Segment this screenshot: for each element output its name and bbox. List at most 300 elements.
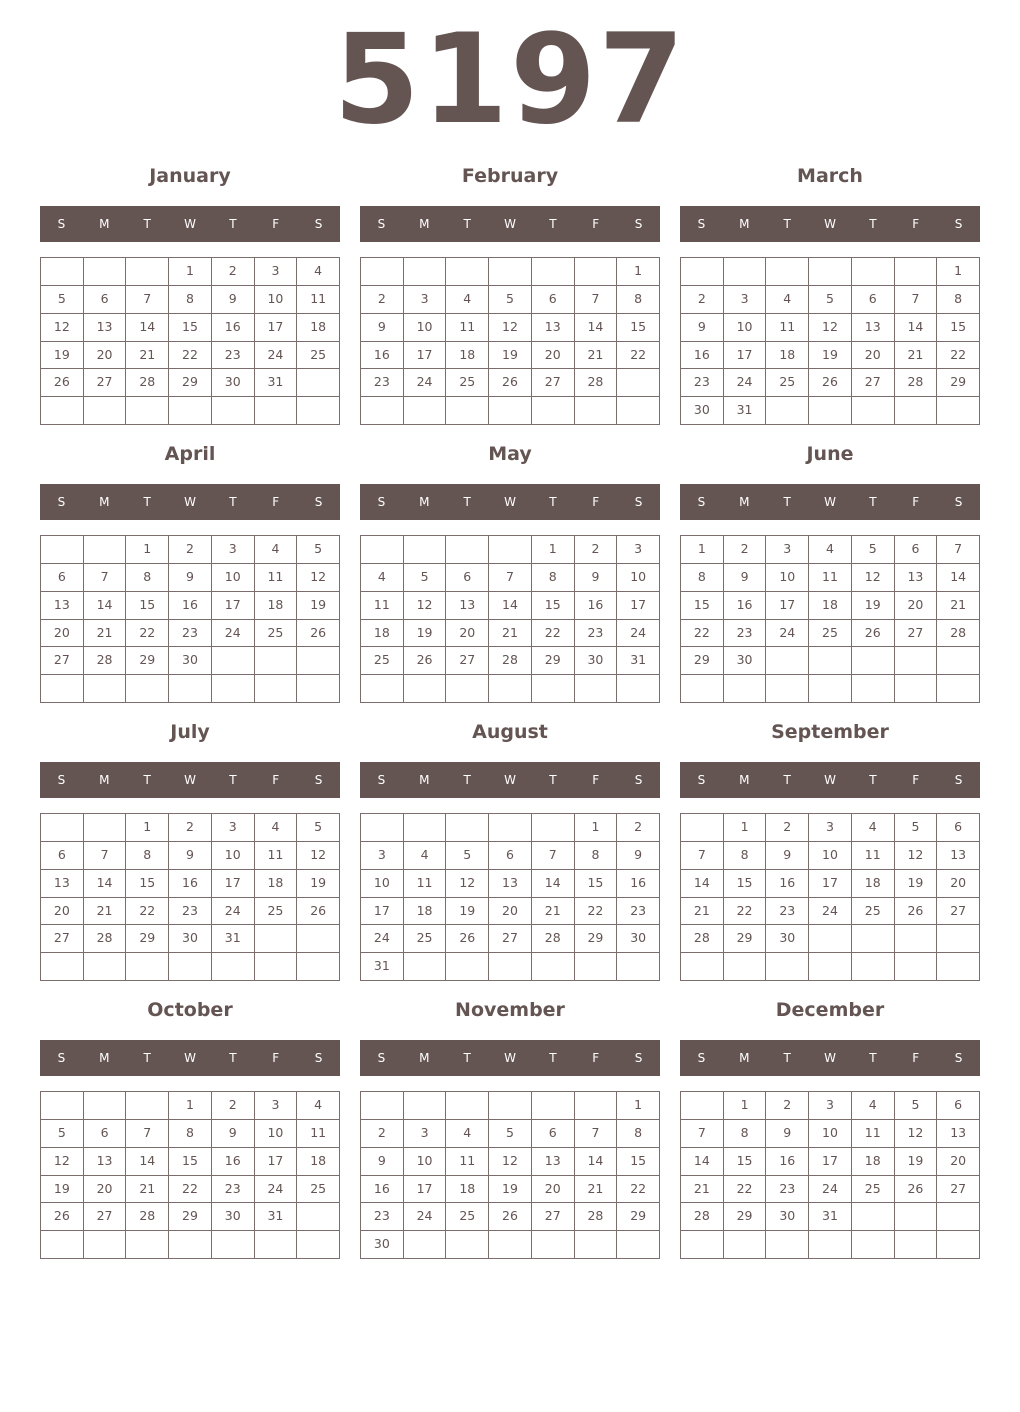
- day-cell: 1: [617, 258, 660, 286]
- day-cell: 14: [84, 870, 127, 898]
- day-cell: 11: [766, 314, 809, 342]
- day-cell: 26: [41, 1203, 84, 1231]
- empty-day-cell: [84, 536, 127, 564]
- day-cell: 28: [575, 1203, 618, 1231]
- empty-day-cell: [255, 953, 298, 981]
- day-cell: 1: [126, 814, 169, 842]
- day-cell: 29: [532, 647, 575, 675]
- weekday-label: T: [143, 773, 151, 787]
- day-cell: 5: [895, 1092, 938, 1120]
- empty-day-cell: [681, 675, 724, 703]
- day-cell: 13: [852, 314, 895, 342]
- empty-day-cell: [361, 814, 404, 842]
- day-cell: 1: [126, 536, 169, 564]
- day-cell: 10: [361, 870, 404, 898]
- day-cell: 10: [809, 1120, 852, 1148]
- empty-day-cell: [895, 397, 938, 425]
- day-cell: 5: [41, 1120, 84, 1148]
- day-cell: 4: [255, 814, 298, 842]
- day-cell: 25: [297, 342, 340, 370]
- day-cell: 1: [575, 814, 618, 842]
- day-cell: 15: [169, 1148, 212, 1176]
- day-cell: 9: [212, 286, 255, 314]
- empty-day-cell: [255, 925, 298, 953]
- day-cell: 19: [446, 898, 489, 926]
- weekday-label: T: [783, 1051, 791, 1065]
- day-cell: 8: [126, 564, 169, 592]
- day-cell: 30: [766, 1203, 809, 1231]
- day-cell: 20: [532, 342, 575, 370]
- day-cell: 3: [809, 1092, 852, 1120]
- day-cell: 15: [617, 314, 660, 342]
- day-cell: 10: [255, 286, 298, 314]
- day-cell: 20: [41, 620, 84, 648]
- day-cell: 15: [724, 1148, 767, 1176]
- weekday-header: [40, 1040, 340, 1076]
- day-cell: 18: [297, 314, 340, 342]
- day-cell: 4: [852, 814, 895, 842]
- day-cell: 19: [852, 592, 895, 620]
- empty-day-cell: [937, 675, 980, 703]
- weekday-label: F: [912, 1051, 920, 1065]
- weekday-label: F: [272, 495, 280, 509]
- empty-day-cell: [895, 925, 938, 953]
- day-cell: 7: [937, 536, 980, 564]
- empty-day-cell: [489, 258, 532, 286]
- day-grid: [40, 535, 340, 703]
- empty-day-cell: [766, 397, 809, 425]
- day-cell: 23: [361, 369, 404, 397]
- day-cell: 17: [361, 898, 404, 926]
- month-name: July: [170, 721, 210, 743]
- day-cell: 22: [681, 620, 724, 648]
- day-cell: 9: [361, 314, 404, 342]
- empty-day-cell: [681, 1231, 724, 1259]
- empty-day-cell: [169, 397, 212, 425]
- weekday-label: T: [869, 1051, 877, 1065]
- weekday-label: F: [912, 773, 920, 787]
- empty-day-cell: [809, 647, 852, 675]
- day-cell: 14: [532, 870, 575, 898]
- day-cell: 21: [681, 1176, 724, 1204]
- day-cell: 9: [169, 842, 212, 870]
- day-cell: 25: [809, 620, 852, 648]
- weekday-label: F: [592, 1051, 600, 1065]
- month-name: June: [806, 443, 854, 465]
- day-cell: 4: [766, 286, 809, 314]
- empty-day-cell: [297, 953, 340, 981]
- day-cell: 19: [895, 870, 938, 898]
- day-cell: 19: [489, 342, 532, 370]
- empty-day-cell: [575, 675, 618, 703]
- weekday-label: M: [739, 217, 750, 231]
- day-cell: 28: [937, 620, 980, 648]
- empty-day-cell: [41, 953, 84, 981]
- empty-day-cell: [852, 925, 895, 953]
- day-cell: 8: [724, 1120, 767, 1148]
- day-cell: 14: [126, 314, 169, 342]
- empty-day-cell: [489, 814, 532, 842]
- day-cell: 23: [766, 898, 809, 926]
- day-cell: 12: [489, 314, 532, 342]
- weekday-label: M: [739, 495, 750, 509]
- weekday-header: [680, 484, 980, 520]
- day-cell: 7: [575, 1120, 618, 1148]
- weekday-label: W: [504, 495, 516, 509]
- weekday-label: S: [697, 495, 706, 509]
- day-cell: 3: [255, 1092, 298, 1120]
- day-cell: 8: [532, 564, 575, 592]
- day-cell: 9: [575, 564, 618, 592]
- day-cell: 1: [169, 1092, 212, 1120]
- empty-day-cell: [852, 675, 895, 703]
- day-cell: 3: [255, 258, 298, 286]
- day-cell: 21: [84, 620, 127, 648]
- empty-day-cell: [41, 814, 84, 842]
- weekday-label: S: [697, 1051, 706, 1065]
- empty-day-cell: [489, 675, 532, 703]
- weekday-label: T: [143, 217, 151, 231]
- day-grid: [680, 257, 980, 425]
- weekday-label: M: [99, 773, 110, 787]
- day-cell: 12: [404, 592, 447, 620]
- weekday-label: S: [954, 217, 963, 231]
- day-cell: 11: [446, 314, 489, 342]
- month-name: April: [164, 443, 216, 465]
- day-cell: 1: [937, 258, 980, 286]
- day-cell: 18: [255, 592, 298, 620]
- day-cell: 25: [255, 620, 298, 648]
- day-cell: 19: [297, 592, 340, 620]
- day-cell: 27: [937, 1176, 980, 1204]
- empty-day-cell: [446, 258, 489, 286]
- empty-day-cell: [169, 1231, 212, 1259]
- empty-day-cell: [809, 1231, 852, 1259]
- day-grid: [680, 813, 980, 981]
- day-cell: 7: [895, 286, 938, 314]
- weekday-label: F: [272, 217, 280, 231]
- day-cell: 20: [41, 898, 84, 926]
- empty-day-cell: [617, 953, 660, 981]
- weekday-label: T: [783, 495, 791, 509]
- day-cell: 29: [169, 369, 212, 397]
- day-cell: 8: [126, 842, 169, 870]
- empty-day-cell: [766, 675, 809, 703]
- weekday-label: S: [377, 1051, 386, 1065]
- empty-day-cell: [404, 1092, 447, 1120]
- weekday-label: T: [549, 217, 557, 231]
- empty-day-cell: [41, 675, 84, 703]
- day-cell: 21: [532, 898, 575, 926]
- day-cell: 14: [895, 314, 938, 342]
- day-cell: 13: [937, 1120, 980, 1148]
- empty-day-cell: [297, 675, 340, 703]
- day-cell: 17: [255, 314, 298, 342]
- empty-day-cell: [297, 369, 340, 397]
- day-cell: 28: [681, 1203, 724, 1231]
- day-cell: 27: [895, 620, 938, 648]
- day-cell: 25: [446, 369, 489, 397]
- empty-day-cell: [84, 1092, 127, 1120]
- day-cell: 8: [724, 842, 767, 870]
- empty-day-cell: [937, 925, 980, 953]
- empty-day-cell: [212, 1231, 255, 1259]
- empty-day-cell: [169, 675, 212, 703]
- weekday-label: S: [954, 1051, 963, 1065]
- day-cell: 17: [255, 1148, 298, 1176]
- month-name: December: [775, 999, 885, 1021]
- empty-day-cell: [297, 1231, 340, 1259]
- weekday-label: T: [549, 495, 557, 509]
- weekday-label: F: [912, 495, 920, 509]
- day-cell: 28: [489, 647, 532, 675]
- weekday-label: S: [634, 1051, 643, 1065]
- day-cell: 12: [41, 314, 84, 342]
- day-cell: 9: [766, 1120, 809, 1148]
- day-cell: 29: [126, 647, 169, 675]
- day-cell: 14: [937, 564, 980, 592]
- empty-day-cell: [404, 814, 447, 842]
- empty-day-cell: [852, 1203, 895, 1231]
- day-cell: 25: [766, 369, 809, 397]
- day-cell: 14: [489, 592, 532, 620]
- day-cell: 20: [852, 342, 895, 370]
- day-cell: 13: [446, 592, 489, 620]
- day-cell: 20: [937, 870, 980, 898]
- day-cell: 25: [297, 1176, 340, 1204]
- empty-day-cell: [617, 1231, 660, 1259]
- day-cell: 9: [361, 1148, 404, 1176]
- empty-day-cell: [446, 397, 489, 425]
- day-cell: 3: [404, 286, 447, 314]
- day-cell: 21: [84, 898, 127, 926]
- day-cell: 28: [575, 369, 618, 397]
- weekday-label: S: [634, 217, 643, 231]
- weekday-label: S: [57, 1051, 66, 1065]
- day-cell: 8: [617, 286, 660, 314]
- day-cell: 12: [895, 1120, 938, 1148]
- weekday-label: S: [954, 773, 963, 787]
- day-cell: 23: [169, 620, 212, 648]
- empty-day-cell: [255, 647, 298, 675]
- weekday-label: M: [739, 1051, 750, 1065]
- day-cell: 18: [852, 1148, 895, 1176]
- empty-day-cell: [297, 1203, 340, 1231]
- empty-day-cell: [297, 647, 340, 675]
- empty-day-cell: [575, 1231, 618, 1259]
- weekday-label: M: [419, 1051, 430, 1065]
- empty-day-cell: [617, 675, 660, 703]
- empty-day-cell: [532, 397, 575, 425]
- weekday-label: S: [314, 773, 323, 787]
- weekday-label: T: [463, 773, 471, 787]
- empty-day-cell: [84, 1231, 127, 1259]
- empty-day-cell: [937, 1203, 980, 1231]
- day-cell: 11: [255, 564, 298, 592]
- empty-day-cell: [489, 953, 532, 981]
- day-cell: 12: [809, 314, 852, 342]
- empty-day-cell: [532, 1092, 575, 1120]
- day-cell: 27: [937, 898, 980, 926]
- empty-day-cell: [212, 647, 255, 675]
- weekday-label: M: [739, 773, 750, 787]
- day-cell: 14: [575, 314, 618, 342]
- day-cell: 10: [617, 564, 660, 592]
- day-cell: 29: [681, 647, 724, 675]
- day-cell: 28: [126, 369, 169, 397]
- day-cell: 4: [361, 564, 404, 592]
- day-cell: 11: [361, 592, 404, 620]
- month-name: September: [771, 721, 889, 743]
- day-cell: 3: [617, 536, 660, 564]
- day-cell: 13: [84, 1148, 127, 1176]
- weekday-label: F: [272, 1051, 280, 1065]
- day-cell: 17: [404, 342, 447, 370]
- empty-day-cell: [617, 369, 660, 397]
- day-cell: 22: [126, 898, 169, 926]
- day-cell: 10: [809, 842, 852, 870]
- day-cell: 24: [404, 369, 447, 397]
- day-cell: 3: [766, 536, 809, 564]
- day-cell: 8: [169, 1120, 212, 1148]
- weekday-label: T: [143, 1051, 151, 1065]
- day-cell: 31: [617, 647, 660, 675]
- day-cell: 14: [681, 870, 724, 898]
- day-cell: 7: [126, 286, 169, 314]
- day-cell: 26: [404, 647, 447, 675]
- empty-day-cell: [532, 258, 575, 286]
- day-cell: 27: [84, 1203, 127, 1231]
- day-cell: 10: [404, 314, 447, 342]
- day-cell: 12: [41, 1148, 84, 1176]
- day-cell: 20: [895, 592, 938, 620]
- day-cell: 18: [852, 870, 895, 898]
- day-cell: 29: [169, 1203, 212, 1231]
- day-cell: 20: [84, 1176, 127, 1204]
- day-cell: 27: [41, 925, 84, 953]
- day-cell: 18: [297, 1148, 340, 1176]
- day-cell: 15: [532, 592, 575, 620]
- day-cell: 26: [297, 620, 340, 648]
- day-cell: 2: [617, 814, 660, 842]
- weekday-header: [680, 762, 980, 798]
- day-cell: 16: [766, 1148, 809, 1176]
- empty-day-cell: [446, 814, 489, 842]
- empty-day-cell: [681, 953, 724, 981]
- day-cell: 15: [724, 870, 767, 898]
- day-cell: 24: [361, 925, 404, 953]
- day-cell: 6: [852, 286, 895, 314]
- day-cell: 21: [126, 342, 169, 370]
- empty-day-cell: [852, 953, 895, 981]
- empty-day-cell: [126, 1231, 169, 1259]
- day-cell: 20: [84, 342, 127, 370]
- empty-day-cell: [84, 675, 127, 703]
- day-cell: 10: [766, 564, 809, 592]
- day-cell: 16: [212, 314, 255, 342]
- day-cell: 4: [297, 258, 340, 286]
- day-cell: 26: [895, 1176, 938, 1204]
- day-cell: 9: [766, 842, 809, 870]
- day-cell: 18: [446, 342, 489, 370]
- day-cell: 4: [446, 286, 489, 314]
- day-cell: 27: [84, 369, 127, 397]
- day-cell: 13: [489, 870, 532, 898]
- day-cell: 7: [84, 564, 127, 592]
- empty-day-cell: [895, 1203, 938, 1231]
- day-cell: 28: [895, 369, 938, 397]
- weekday-label: S: [57, 217, 66, 231]
- weekday-label: W: [824, 1051, 836, 1065]
- day-cell: 7: [681, 1120, 724, 1148]
- day-grid: [360, 813, 660, 981]
- weekday-header: [680, 1040, 980, 1076]
- day-cell: 23: [617, 898, 660, 926]
- day-cell: 15: [169, 314, 212, 342]
- day-cell: 1: [681, 536, 724, 564]
- day-cell: 2: [361, 1120, 404, 1148]
- empty-day-cell: [361, 1092, 404, 1120]
- day-cell: 3: [212, 814, 255, 842]
- empty-day-cell: [169, 953, 212, 981]
- day-cell: 21: [937, 592, 980, 620]
- weekday-label: S: [314, 495, 323, 509]
- day-cell: 29: [126, 925, 169, 953]
- empty-day-cell: [575, 258, 618, 286]
- day-cell: 8: [681, 564, 724, 592]
- empty-day-cell: [84, 953, 127, 981]
- day-cell: 5: [404, 564, 447, 592]
- day-cell: 21: [895, 342, 938, 370]
- weekday-label: W: [184, 217, 196, 231]
- day-cell: 29: [617, 1203, 660, 1231]
- day-cell: 13: [41, 592, 84, 620]
- day-cell: 24: [255, 342, 298, 370]
- empty-day-cell: [212, 675, 255, 703]
- day-cell: 30: [361, 1231, 404, 1259]
- day-cell: 23: [724, 620, 767, 648]
- day-cell: 31: [255, 1203, 298, 1231]
- day-cell: 6: [446, 564, 489, 592]
- day-cell: 4: [404, 842, 447, 870]
- empty-day-cell: [84, 258, 127, 286]
- day-cell: 26: [895, 898, 938, 926]
- day-cell: 17: [766, 592, 809, 620]
- day-cell: 6: [937, 1092, 980, 1120]
- empty-day-cell: [404, 258, 447, 286]
- empty-day-cell: [41, 397, 84, 425]
- weekday-label: M: [419, 495, 430, 509]
- day-cell: 22: [169, 1176, 212, 1204]
- day-cell: 23: [766, 1176, 809, 1204]
- day-cell: 26: [446, 925, 489, 953]
- day-cell: 19: [489, 1176, 532, 1204]
- empty-day-cell: [212, 953, 255, 981]
- day-cell: 8: [575, 842, 618, 870]
- day-cell: 2: [766, 814, 809, 842]
- day-cell: 16: [212, 1148, 255, 1176]
- day-cell: 30: [617, 925, 660, 953]
- empty-day-cell: [446, 1092, 489, 1120]
- empty-day-cell: [724, 675, 767, 703]
- weekday-label: T: [229, 773, 237, 787]
- empty-day-cell: [255, 397, 298, 425]
- day-cell: 3: [404, 1120, 447, 1148]
- day-cell: 29: [724, 1203, 767, 1231]
- empty-day-cell: [361, 675, 404, 703]
- day-grid: [360, 535, 660, 703]
- empty-day-cell: [852, 1231, 895, 1259]
